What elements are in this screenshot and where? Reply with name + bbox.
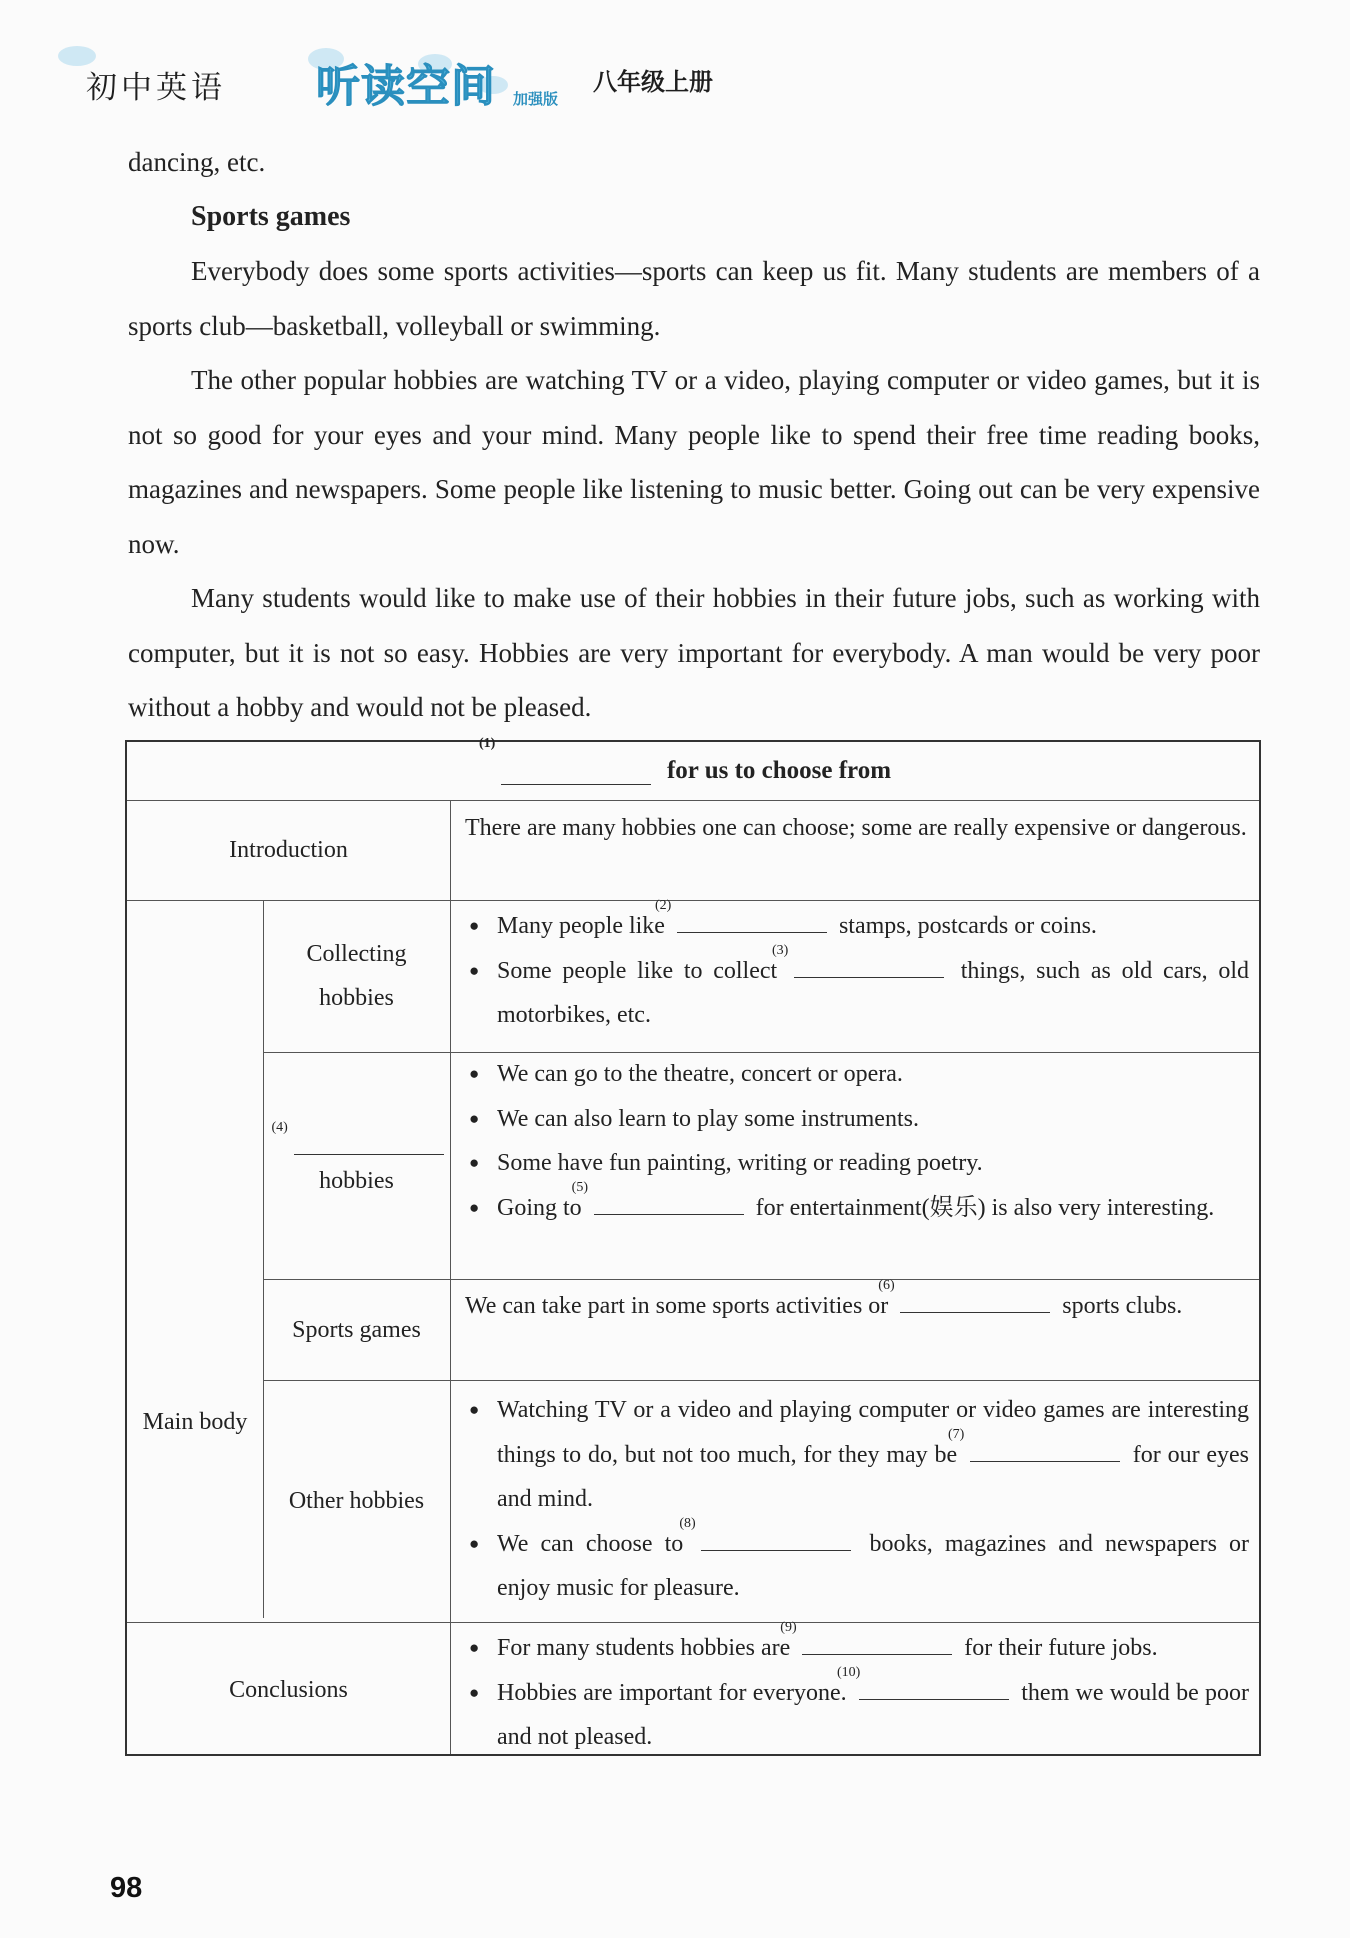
row-label-introduction: Introduction [229,837,348,863]
row-label-sports: Sports games [292,1316,421,1343]
row-label-main-body: Main body [142,1409,248,1435]
answer-blank-5[interactable]: (5) [594,1188,744,1215]
answer-blank-1[interactable]: (1) [501,758,651,785]
collecting-content [465,898,1250,1038]
list-item: ● Going to (5) for entertainment(娱乐) is also very interesting. [465,1186,1249,1231]
answer-blank-3[interactable]: (3) [794,951,944,978]
column-divider [450,800,451,1754]
list-item: ● We can go to the theatre, concert or opera. [465,1052,1249,1097]
answer-blank-7[interactable]: (7) [970,1435,1120,1462]
list-item: ● Hobbies are important for everyone. (10) them we would be poor and not pleased. [465,1671,1249,1760]
list-item: ● We can also learn to play some instruments. [465,1097,1249,1142]
passage [128,135,1260,735]
row-label-collecting: Collecting hobbies [306,941,407,1011]
page-number: 98 [110,1872,143,1904]
other-content [465,1388,1249,1611]
passage-line: dancing, etc. [128,147,266,177]
answer-blank-6[interactable]: (6) [900,1286,1050,1313]
table-title: (1) for us to choose from [478,735,892,784]
answer-blank-2[interactable]: (2) [677,906,827,933]
list-item: ● For many students hobbies are (9) for their future jobs. [465,1626,1249,1671]
list-item: ● Watching TV or a video and playing computer or video games are interesting things to do, but not too much, for they may be (7) for our eyes and mind. [465,1388,1249,1522]
sports-content: We can take part in some sports activities or (6) sports clubs. [465,1278,1183,1319]
paragraph: Many students would like to make use of their hobbies in their future jobs, such as working with computer, but it is not so easy. Hobbies are very important for everybody. A man would be very poor without a hobby and would not be pleased. [128,583,1260,722]
list-item: ● Many people like (2) stamps, postcards or coins. [465,904,1249,949]
answer-blank-4[interactable]: (4) [294,1128,444,1155]
answer-blank-10[interactable]: (10) [859,1673,1009,1700]
grade-label: 八年级上册 [593,68,713,96]
row-label-conclusions: Conclusions [229,1677,348,1703]
conclusions-content [465,1620,1250,1760]
brand-logo-text: 听读空间 [316,61,496,112]
blank-4-content [465,1052,1249,1230]
book-header [78,40,978,110]
edition-label: 加强版 [513,90,559,108]
introduction-text: There are many hobbies one can choose; some are really expensive or dangerous. [465,815,1247,841]
section-heading: Sports games [191,200,351,232]
list-item: ● Some people like to collect (3) things, such as old cars, old motorbikes, etc. [465,949,1249,1038]
answer-blank-9[interactable]: (9) [802,1628,952,1655]
answer-blank-8[interactable]: (8) [701,1524,851,1551]
row-label-blank-4: (4) hobbies [263,1052,450,1279]
paragraph: Everybody does some sports activities—sports can keep us fit. Many students are members of a sports club—basketball, volleyball or swimming. [128,256,1260,341]
list-item: ● Some have fun painting, writing or reading poetry. [465,1141,1249,1186]
row-label-other: Other hobbies [288,1488,425,1514]
series-title: 初中英语 [86,70,226,106]
list-item: ● We can choose to (8) books, magazines and newspapers or enjoy music for pleasure. [465,1522,1249,1611]
paragraph: The other popular hobbies are watching TV or a video, playing computer or video games, but it is not so good for your eyes and your mind. Many people like to spend their free time reading books, magazines and newspapers. Some people like listening to music better. Going out can be very expensive now. [128,365,1260,559]
outline-table [125,735,1261,1756]
